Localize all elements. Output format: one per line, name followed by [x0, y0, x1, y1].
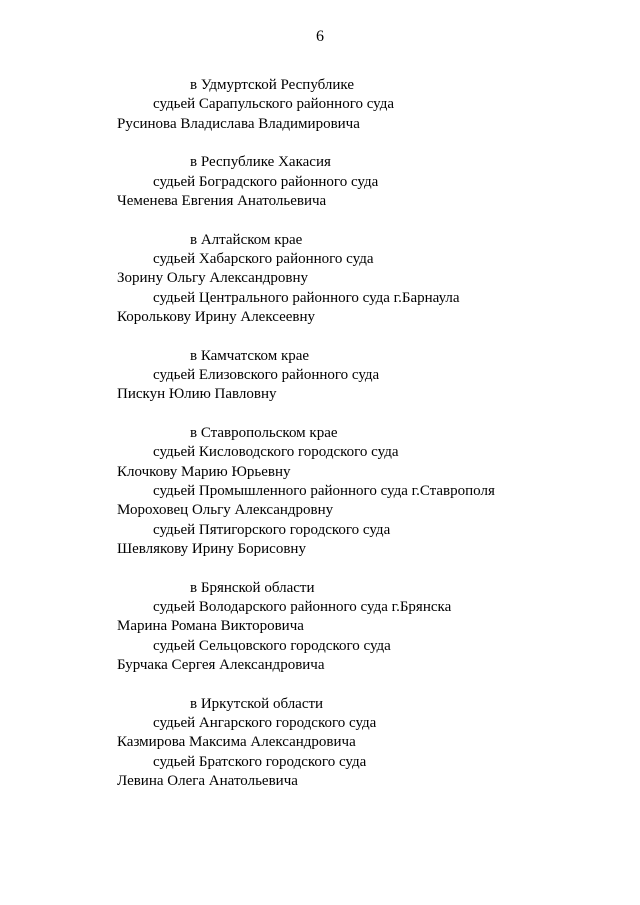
court-position: судьей Володарского районного суда г.Брянска — [153, 599, 452, 616]
region-section-udmurtia — [117, 76, 617, 134]
region-section-stavropol — [117, 424, 617, 559]
document-body — [117, 76, 617, 811]
judge-name: Клочкову Марию Юрьевну — [117, 463, 291, 480]
region-heading: в Камчатском крае — [190, 347, 310, 364]
court-position: судьей Кисловодского городского суда — [153, 444, 399, 461]
court-position: судьей Хабарского районного суда — [153, 251, 374, 268]
court-position: судьей Центрального районного суда г.Барнаула — [153, 289, 460, 306]
judge-name: Русинова Владислава Владимировича — [117, 115, 360, 132]
region-section-altai — [117, 231, 617, 327]
court-position: судьей Елизовского районного суда — [153, 367, 380, 384]
region-section-kamchatka — [117, 347, 617, 405]
region-heading: в Республике Хакасия — [190, 154, 331, 171]
court-position: судьей Сельцовского городского суда — [153, 637, 391, 654]
judge-name: Чеменева Евгения Анатольевича — [117, 192, 327, 209]
page-number: 6 — [316, 28, 324, 45]
judge-name: Марина Романа Викторовича — [117, 618, 304, 635]
court-position: судьей Братского городского суда — [153, 753, 367, 770]
court-position: судьей Сарапульского районного суда — [153, 96, 395, 113]
judge-name: Зорину Ольгу Александровну — [117, 270, 309, 287]
judge-name: Пискун Юлию Павловну — [117, 386, 277, 403]
region-section-irkutsk — [117, 695, 617, 791]
region-section-khakassia — [117, 153, 617, 211]
court-position: судьей Боградского районного суда — [153, 173, 379, 190]
region-heading: в Иркутской области — [190, 695, 324, 712]
region-heading: в Алтайском крае — [190, 231, 303, 248]
judge-name: Левина Олега Анатольевича — [117, 772, 298, 789]
region-heading: в Удмуртской Республике — [190, 77, 354, 93]
court-position: судьей Пятигорского городского суда — [153, 521, 391, 538]
region-heading: в Ставропольском крае — [190, 425, 338, 442]
judge-name: Королькову Ирину Алексеевну — [117, 308, 316, 325]
region-heading: в Брянской области — [190, 579, 315, 596]
judge-name: Шевлякову Ирину Борисовну — [117, 540, 306, 557]
judge-name: Бурчака Сергея Александровича — [117, 656, 325, 673]
region-section-bryansk — [117, 579, 617, 675]
court-position: судьей Ангарского городского суда — [153, 715, 377, 732]
judge-name: Мороховец Ольгу Александровну — [117, 502, 334, 519]
judge-name: Казмирова Максима Александровича — [117, 734, 356, 751]
court-position: судьей Промышленного районного суда г.Ставрополя — [153, 483, 495, 500]
